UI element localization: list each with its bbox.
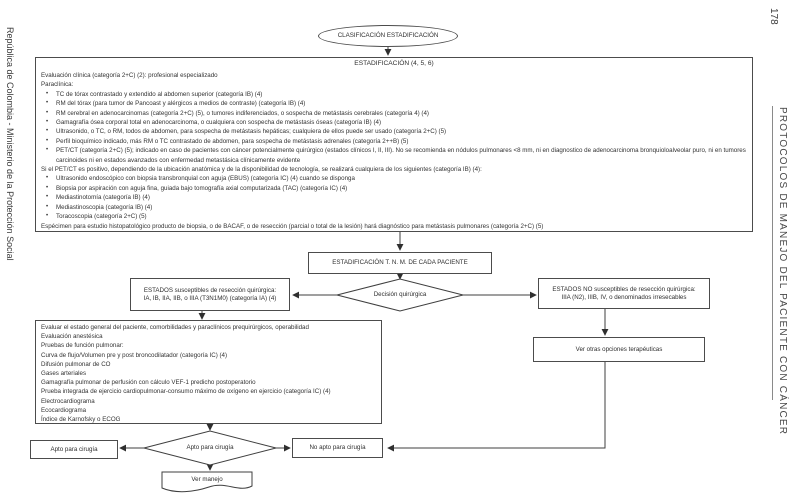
staging-box-title: ESTADIFICACIÓN (4, 5, 6) — [354, 60, 434, 67]
start-node-label: CLASIFICACIÓN ESTADIFICACIÓN — [337, 32, 439, 40]
evaluation-line: Prueba integrada de ejercicio cardiopulmonar-consumo máximo de oxígeno en ejercicio (categoría IC) (4) — [41, 388, 331, 396]
page-number: 178 — [768, 8, 779, 25]
evaluation-box — [35, 320, 382, 424]
tnm-box — [308, 252, 492, 274]
resectable-states-box — [130, 278, 290, 311]
evaluation-line: Curva de flujo/Volumen pre y post broncodilatador (categoría IC) (4) — [41, 351, 228, 359]
staging-line: • Biopsia por aspiración con aguja fina, guiada bajo tomografía axial computarizada (TAC) (categoría IC) (4) — [41, 184, 747, 193]
right-margin-book-title: PROTOCOLOS DE MANEJO DEL PACIENTE CON CÁNCER — [777, 107, 788, 436]
staging-line: • RM cerebral en adenocarcinomas (categoría 2+C) (5), o tumores indiferenciados, o sospecha de metástasis cerebrales (categoría 4) (4) — [41, 109, 747, 118]
staging-line: Si el PET/CT es positivo, dependiendo de la ubicación anatómica y de la disponibilidad de tecnología, se realizará cualquiera de los siguientes (categoría IB) (4): — [41, 166, 482, 174]
fit-for-surgery-box — [30, 440, 118, 459]
staging-box — [35, 57, 753, 232]
decision-surgery-diamond — [337, 279, 463, 311]
evaluation-line: Gamagrafía pulmonar de perfusión con cálculo VEF-1 predicho postoperatorio — [41, 379, 256, 387]
staging-line: Paraclínica: — [41, 81, 74, 89]
staging-line: • Mediastinotomía (categoría IB) (4) — [41, 193, 747, 202]
decision-fit-diamond — [144, 431, 276, 465]
decision-fit-label: Apto para cirugía — [186, 444, 234, 451]
other-options-box — [533, 337, 705, 362]
unfit-for-surgery-box — [292, 438, 383, 458]
resectable-states-line2: IA, IB, IIA, IIB, o IIIA (T3N1M0) (categoría IA) (4) — [143, 294, 277, 302]
staging-line: • Ultrasonido endoscópico con biopsia transbronquial con aguja (EBUS) (categoría IC) (4) cuando se disponga — [41, 174, 747, 183]
non-resectable-states-box — [538, 278, 710, 309]
staging-line: • Toracoscopia (categoría 2+C) (5) — [41, 212, 747, 221]
evaluation-line: Gases arteriales — [41, 370, 87, 378]
decision-surgery-label: Decisión quirúrgica — [373, 291, 427, 298]
other-options-label: Ver otras opciones terapéuticas — [575, 345, 663, 353]
staging-line: • Mediastinoscopia (categoría IB) (4) — [41, 203, 747, 212]
see-management-label: Ver manejo — [191, 476, 223, 483]
evaluation-box-body — [41, 323, 378, 424]
left-margin-publisher-text: República de Colombia - Ministerio de la Protección Social — [5, 27, 15, 261]
evaluation-line: Evaluación anestésica — [41, 333, 103, 341]
tnm-box-label: ESTADIFICACIÓN T. N. M. DE CADA PACIENTE — [332, 259, 468, 267]
non-resectable-states-line2: IIIA (N2), IIIB, IV, o denominados irresecables — [561, 293, 687, 301]
staging-line: • Gamagrafía ósea corporal total en adenocarcinoma, o cualquiera con sospecha de metástasis óseas (categoría IB) (4) — [41, 118, 747, 127]
evaluation-line: Índice de Karnofsky o ECOG — [41, 416, 121, 424]
evaluation-line: Difusión pulmonar de CO — [41, 360, 111, 368]
evaluation-line: Electrocardiograma — [41, 397, 95, 405]
fit-for-surgery-label: Apto para cirugía — [50, 445, 98, 453]
staging-line: • Perfil bioquímico indicado, más RM o TC contrastado de abdomen, para sospecha de metástasis adrenales (categoría 2++B) (5) — [41, 137, 747, 146]
connector-options-to-unfit — [388, 362, 605, 448]
staging-line: Evaluación clínica (categoría 2+C) (2): profesional especializado — [41, 72, 218, 79]
staging-line: • Ultrasonido, o TC, o RM, todos de abdomen, para sospecha de metástasis hepáticas; cualquiera de ellos puede ser usado (categoría 2+C) (5) — [41, 127, 747, 136]
evaluation-line: Evaluar el estado general del paciente, comorbilidades y paraclínicos prequirúrgicos, operabilidad — [41, 324, 309, 331]
evaluation-line: Ecocardiograma — [41, 406, 87, 414]
staging-line: • RM del tórax (para tumor de Pancoast y alérgicos a medios de contraste) (categoría IB) (4) — [41, 99, 747, 108]
staging-line: • PET/CT (categoría 2+C) (5); indicado en caso de pacientes con cáncer potencialmente quirúrgico (estados clínicos I, II, III). No se recomienda en nódulos pulmonares <8 mm, ni en diagnostico de adenocarcinoma bronquioloalveolar puro, ni en tumores carcinoides ni en estados avanzados con enfermedad metastásica clínicamente evidente — [41, 146, 747, 165]
resectable-states-line1: ESTADOS susceptibles de resección quirúrgica: — [143, 287, 277, 295]
see-management-document-shape — [162, 472, 252, 492]
staging-line: Espécimen para estudio histopatológico producto de biopsia, o de BACAF, o de resección (parcial o total de la lesión) hará diagnóstico para metástasis pulmonares (categoría 2+C) (5) — [41, 222, 544, 230]
unfit-for-surgery-label: No apto para cirugía — [309, 444, 366, 452]
staging-box-body — [41, 71, 747, 231]
start-node — [318, 25, 458, 47]
evaluation-line: Pruebas de función pulmonar: — [41, 342, 124, 350]
staging-line: • TC de tórax contrastado y extendido al abdomen superior (categoría IB) (4) — [41, 90, 747, 99]
non-resectable-states-line1: ESTADOS NO susceptibles de resección quirúrgica: — [552, 286, 696, 294]
